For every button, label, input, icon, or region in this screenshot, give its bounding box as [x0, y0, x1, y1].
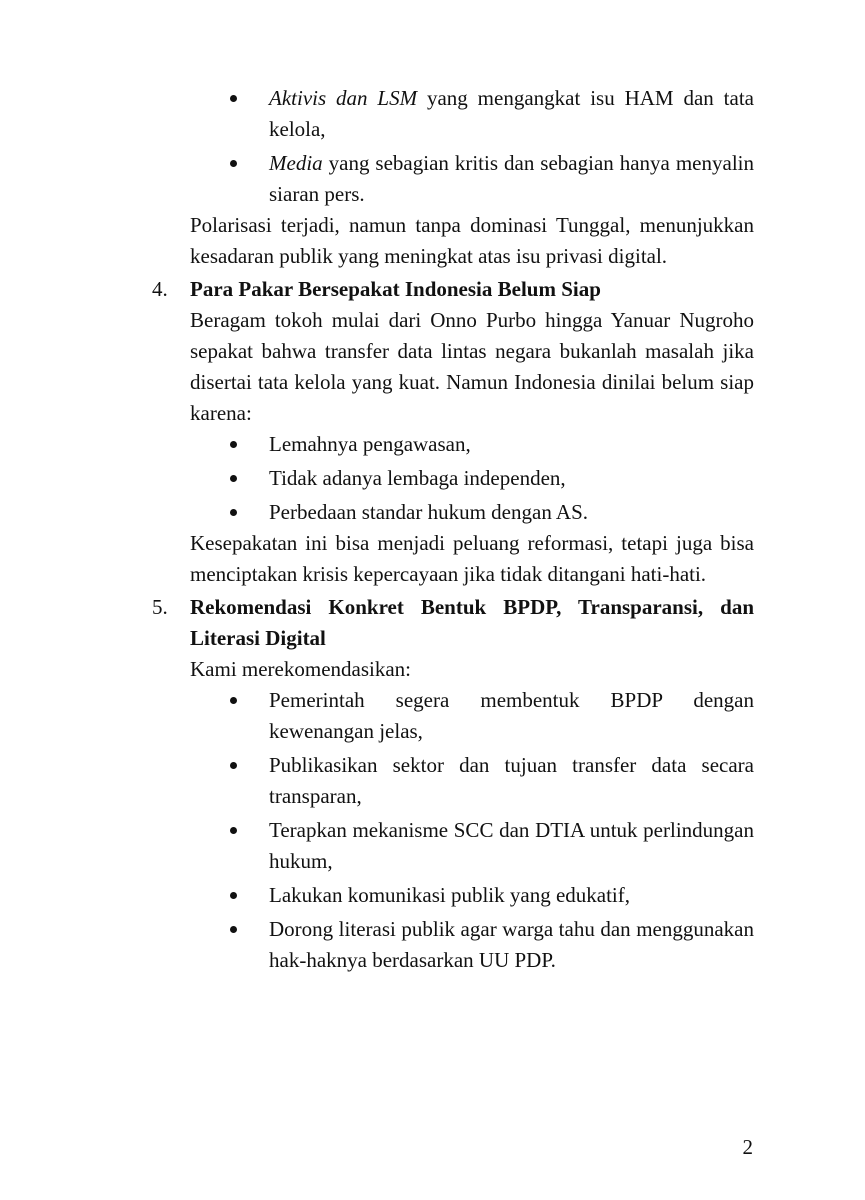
list-item	[190, 148, 754, 210]
list-item-text: Pemerintah segera membentuk BPDP dengan kewenangan jelas,	[269, 688, 754, 743]
bullet-icon	[230, 762, 237, 769]
list-item	[190, 497, 754, 528]
page-content	[152, 83, 754, 976]
list-item	[190, 463, 754, 494]
list-item-text: Tidak adanya lembaga independen,	[269, 466, 566, 490]
list-item	[190, 750, 754, 812]
list-item-text: Lemahnya pengawasan,	[269, 432, 471, 456]
list-item-text: Perbedaan standar hukum dengan AS.	[269, 500, 589, 524]
bullet-icon	[230, 697, 237, 704]
bullet-icon	[230, 892, 237, 899]
list-item	[190, 880, 754, 911]
section-number: 4.	[152, 277, 168, 301]
list-item-text: yang mengangkat isu HAM dan tata kelola,	[269, 86, 754, 141]
bullet-icon	[230, 475, 237, 482]
section-heading: Rekomendasi Konkret Bentuk BPDP, Transparansi, dan Literasi Digital	[190, 595, 754, 650]
section-4	[152, 274, 754, 590]
section-5-bullet-list	[190, 685, 754, 976]
list-item-emphasis: Media	[269, 151, 323, 175]
bullet-icon	[230, 441, 237, 448]
polarization-paragraph: Polarisasi terjadi, namun tanpa dominasi Tunggal, menunjukkan kesadaran publik yang meningkat atas isu privasi digital.	[190, 213, 754, 268]
section-closing-paragraph: Kesepakatan ini bisa menjadi peluang reformasi, tetapi juga bisa menciptakan krisis kepercayaan jika tidak ditangani hati-hati.	[190, 531, 754, 586]
list-item-emphasis: Aktivis dan LSM	[269, 86, 418, 110]
list-item	[190, 429, 754, 460]
list-item	[190, 685, 754, 747]
list-item-text: Publikasikan sektor dan tujuan transfer data secara transparan,	[269, 753, 754, 808]
list-item-text: Terapkan mekanisme SCC dan DTIA untuk perlindungan hukum,	[269, 818, 754, 873]
bullet-icon	[230, 509, 237, 516]
bullet-icon	[230, 160, 237, 167]
list-item	[190, 83, 754, 145]
list-item	[190, 815, 754, 877]
section-5	[152, 592, 754, 976]
section-4-bullet-list	[190, 429, 754, 528]
list-item-text: yang sebagian kritis dan sebagian hanya menyalin siaran pers.	[269, 151, 754, 206]
list-item-text: Dorong literasi publik agar warga tahu dan menggunakan hak-haknya berdasarkan UU PDP.	[269, 917, 754, 972]
bullet-icon	[230, 827, 237, 834]
bullet-icon	[230, 926, 237, 933]
section-paragraph: Beragam tokoh mulai dari Onno Purbo hingga Yanuar Nugroho sepakat bahwa transfer data lintas negara bukanlah masalah jika disertai tata kelola yang kuat. Namun Indonesia dinilai belum siap karena:	[190, 308, 754, 425]
bullet-icon	[230, 95, 237, 102]
list-item	[190, 914, 754, 976]
section-intro: Kami merekomendasikan:	[190, 657, 412, 681]
page-number: 2	[742, 1135, 753, 1159]
section-heading: Para Pakar Bersepakat Indonesia Belum Siap	[190, 277, 601, 301]
list-item-text: Lakukan komunikasi publik yang edukatif,	[269, 883, 631, 907]
intro-bullet-list	[190, 83, 754, 210]
section-number: 5.	[152, 595, 168, 619]
